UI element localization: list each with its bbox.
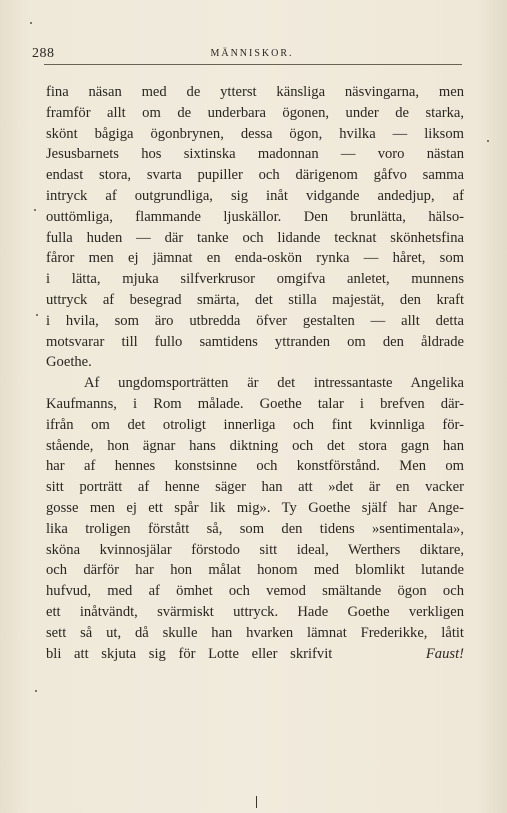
- margin-speck: [36, 314, 38, 316]
- text-line: outtömliga, flammande ljuskällor. Den brunlätta, hälso-: [46, 208, 464, 225]
- page-body: [46, 82, 464, 664]
- text-line: fina näsan med de ytterst känsliga näsvingarna, men: [46, 84, 464, 100]
- text-line: framför allt om de underbara ögonen, under de starka,: [46, 104, 464, 121]
- text-line: ifrån om det otroligt innerliga och fint kvinnliga för-: [46, 416, 464, 433]
- text-line: har af hennes konstsinne och konstförstånd. Men om: [46, 458, 464, 475]
- margin-speck: [487, 140, 489, 142]
- text-line: sköna kvinnosjälar förstodo sitt ideal, Werthers diktare,: [46, 541, 464, 558]
- text-line: sett så ut, då skulle han hvarken lämnat Frederikke, låtit: [46, 624, 464, 641]
- text-line: motsvarar till fullo samtidens yttranden om den åldrade: [46, 333, 464, 350]
- text-line: stående, hon ägnar hans diktning och det stora gagn han: [46, 437, 464, 454]
- text-line: Af ungdomsporträtten är det intressantaste Angelika: [84, 375, 464, 392]
- text-line: i lätta, mjuka silfverkrusor omgifva anletet, munnens: [46, 271, 464, 288]
- margin-speck: [34, 209, 36, 211]
- text-line-final-roman: bli att skjuta sig för Lotte eller skrifvit: [46, 645, 333, 662]
- header-rule: [44, 64, 462, 65]
- text-line: och därför har hon målat honom med blomlikt lutande: [46, 562, 464, 579]
- text-line: fåror men ej jämnat en enda-oskön rynka — håret, som: [46, 250, 464, 267]
- text-line: uttryck af besegrad smärta, det stilla majestät, den kraft: [46, 291, 464, 308]
- running-head: MÄNNISKOR.: [210, 48, 294, 59]
- page-number: 288: [32, 46, 55, 61]
- text-line: ett inåtvändt, svärmiskt uttryck. Hade Goethe verkligen: [46, 603, 464, 620]
- text-line: i hvila, som äro utbredda öfver gestalten — allt detta: [46, 312, 464, 329]
- bottom-mark: [256, 796, 257, 808]
- text-line: Goethe.: [46, 354, 92, 371]
- text-line: Kaufmanns, i Rom målade. Goethe talar i brefven där-: [46, 395, 464, 412]
- margin-speck: [30, 22, 32, 24]
- text-line: gosse men ej ett spår lik mig». Ty Goethe själf har Ange-: [46, 499, 464, 516]
- text-line: intryck af outgrundliga, sig inåt vidgande andedjup, af: [46, 187, 464, 204]
- text-line: fulla huden — där tanke och lidande tecknat skönhetsfina: [46, 229, 464, 246]
- text-line: Jesusbarnets hos sixtinska madonnan — voro nästan: [46, 146, 464, 163]
- text-line: skönt bågiga ögonbrynen, dessa ögon, hvilka — liksom: [46, 125, 464, 142]
- text-line: sitt porträtt af henne säger han att »det är en vacker: [46, 479, 464, 496]
- margin-speck: [35, 690, 37, 692]
- text-line: lika troligen förstått så, som den tidens »sentimentala»,: [46, 520, 464, 537]
- text-line-final: [46, 644, 464, 665]
- text-line: endast stora, svarta pupiller och därigenom gåfvo samma: [46, 167, 464, 184]
- text-line-final-italic: Faust!: [425, 645, 464, 662]
- page-header: [32, 46, 472, 64]
- text-line: hufvud, med af ömhet och vemod smältande ögon och: [46, 583, 464, 600]
